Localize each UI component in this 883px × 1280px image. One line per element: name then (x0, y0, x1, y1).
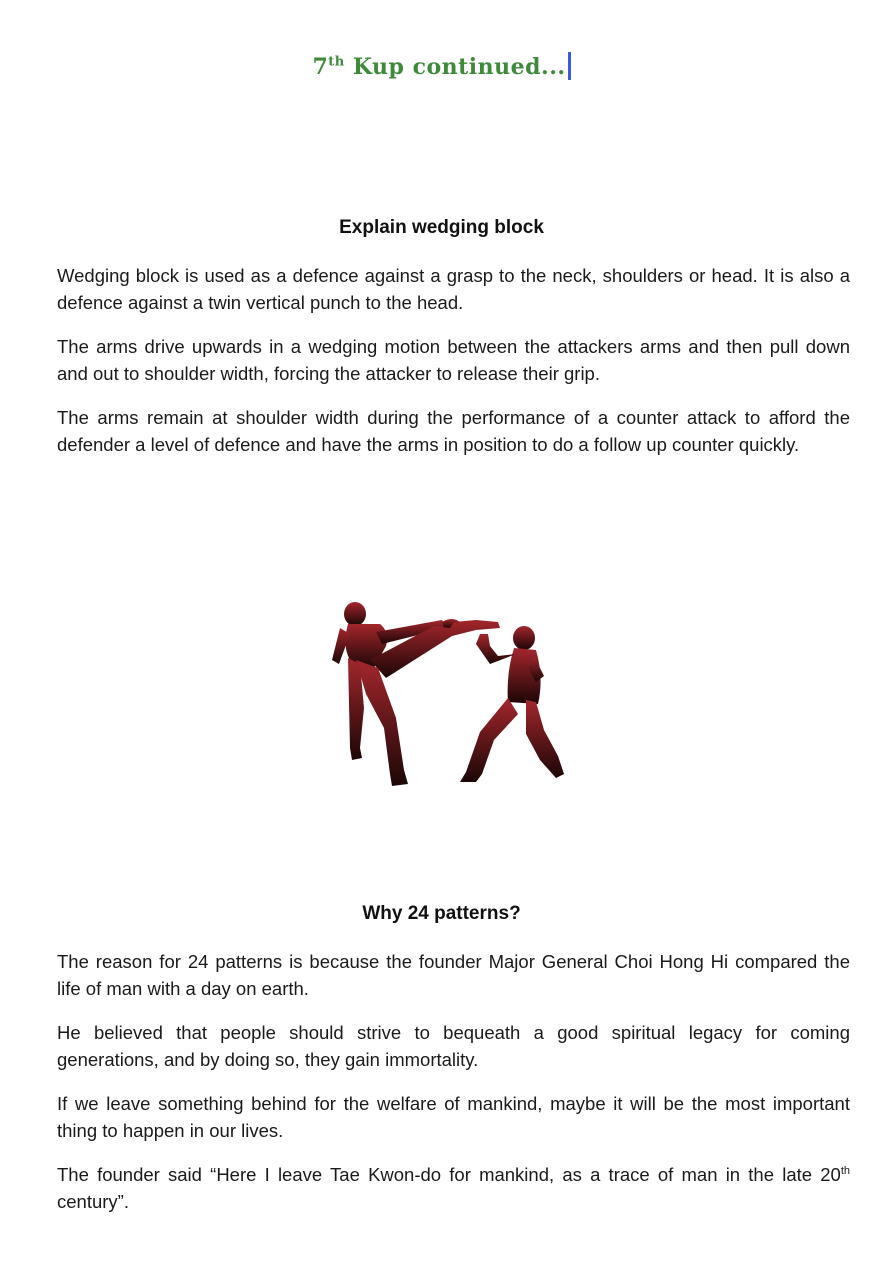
paragraph: Wedging block is used as a defence against a grasp to the neck, shoulders or head. It is also a defence against a twin vertical punch to the head. (57, 265, 850, 313)
title-number: 7 (312, 54, 329, 80)
wedging-block-heading: Explain wedging block (339, 217, 544, 238)
paragraph: If we leave something behind for the welfare of mankind, maybe it will be the most important thing to happen in our lives. (57, 1093, 850, 1141)
page-title (0, 52, 883, 80)
paragraph: The reason for 24 patterns is because the founder Major General Choi Hong Hi compared the life of man with a day on earth. (57, 951, 850, 999)
paragraph: The arms remain at shoulder width during the performance of a counter attack to afford the defender a level of defence and have the arms in position to do a follow up counter quickly. (57, 407, 850, 455)
why-24-patterns-body (57, 948, 850, 1215)
title-ordinal-suffix: th (328, 54, 345, 70)
paragraph: The arms drive upwards in a wedging motion between the attackers arms and then pull down and out to shoulder width, forcing the attacker to release their grip. (57, 336, 850, 384)
title-text: Kup continued... (344, 54, 566, 80)
quote-text-after: century”. (57, 1191, 129, 1212)
ordinal-suffix: th (840, 1164, 850, 1177)
defending-figure (460, 626, 564, 782)
why-24-patterns-heading: Why 24 patterns? (362, 903, 521, 924)
paragraph: He believed that people should strive to bequeath a good spiritual legacy for coming generations, and by doing so, they gain immortality. (57, 1022, 850, 1070)
text-cursor (568, 52, 571, 80)
founder-quote-paragraph (57, 1161, 850, 1215)
wedging-block-body (57, 262, 850, 458)
quote-text-before: The founder said “Here I leave Tae Kwon-do for mankind, as a trace of man in the late 20 (57, 1164, 841, 1185)
martial-arts-sparring-silhouette-icon (330, 598, 570, 788)
